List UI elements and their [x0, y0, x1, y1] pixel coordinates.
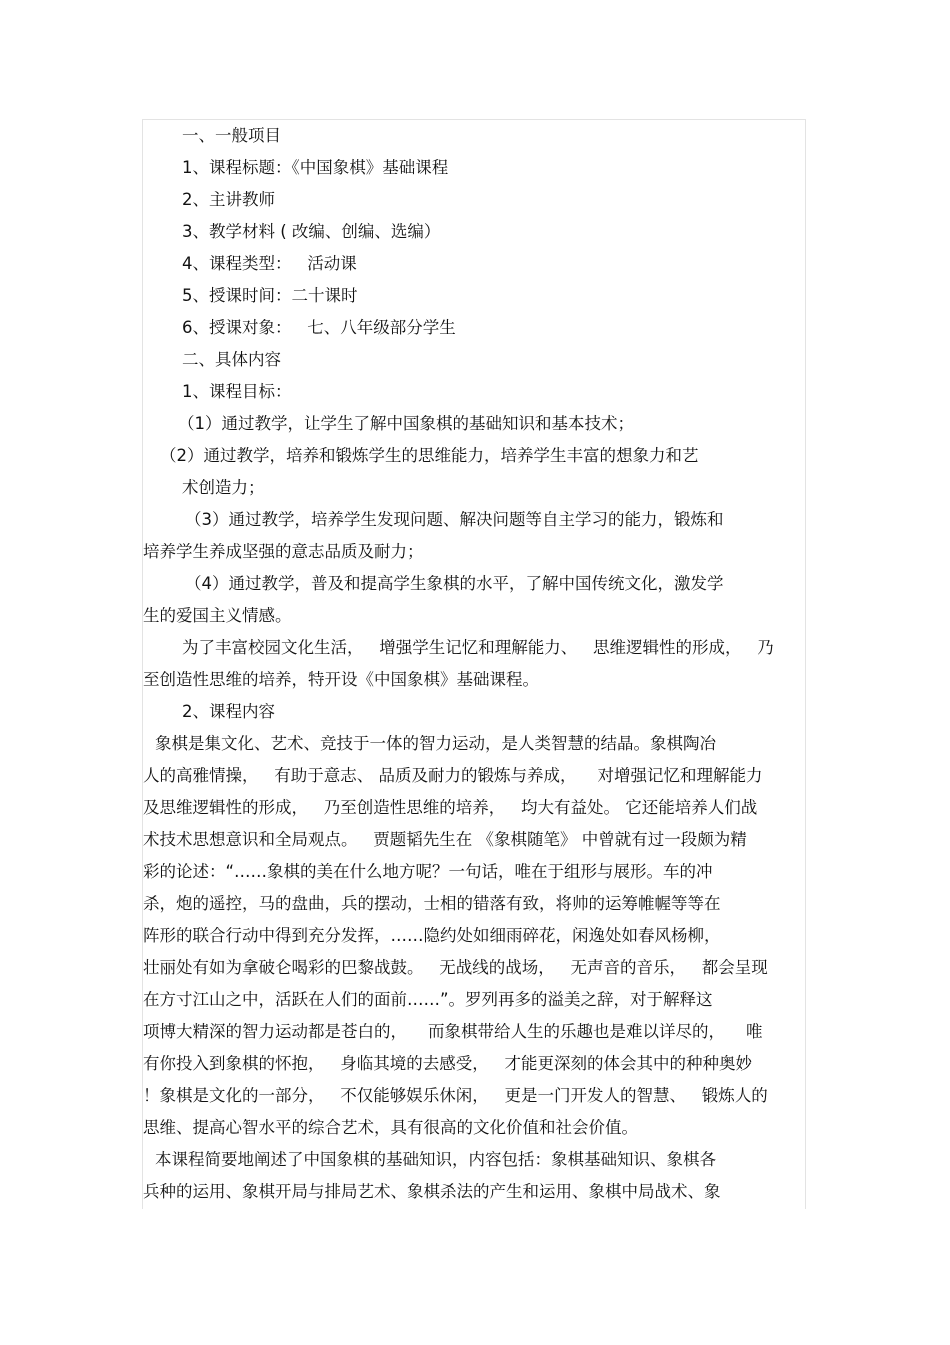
section-heading: 二、具体内容	[182, 350, 281, 369]
schedule-line: 5、授课时间：二十课时	[182, 286, 358, 305]
paragraph-line: 及思维逻辑性的形成， 乃至创造性思维的培养， 均大有益处。 它还能培养人们战	[143, 798, 758, 817]
paragraph-line: 本课程简要地阐述了中国象棋的基础知识，内容包括：象棋基础知识、象棋各	[155, 1150, 716, 1169]
paragraph-line: 培养学生养成坚强的意志品质及耐力；	[143, 542, 424, 561]
goal-item: （2）通过教学，培养和锻炼学生的思维能力，培养学生丰富的想象力和艺	[160, 446, 699, 465]
course-title-line: 1、课程标题：《中国象棋》基础课程	[182, 158, 449, 177]
section-heading: 一、一般项目	[182, 126, 281, 145]
teacher-line: 2、主讲教师	[182, 190, 275, 209]
paragraph-line: 有你投入到象棋的怀抱， 身临其境的去感受， 才能更深刻的体会其中的种种奥妙	[143, 1054, 752, 1073]
paragraph-line: 象棋是集文化、艺术、竞技于一体的智力运动，是人类智慧的结晶。象棋陶冶	[155, 734, 716, 753]
paragraph-line: 彩的论述：“……象棋的美在什么地方呢？一句话，唯在于组形与展形。车的冲	[143, 862, 713, 881]
goal-item: （3）通过教学，培养学生发现问题、解决问题等自主学习的能力，锻炼和	[185, 510, 724, 529]
paragraph-line: 术技术思想意识和全局观点。 贾题韬先生在 《象棋随笔》 中曾就有过一段颇为精	[143, 830, 747, 849]
paragraph-line: 壮丽处有如为拿破仑喝彩的巴黎战鼓。 无战线的战场， 无声音的音乐， 都会呈现	[143, 958, 768, 977]
paragraph-line: 至创造性思维的培养，特开设《中国象棋》基础课程。	[143, 670, 539, 689]
paragraph-line: 阵形的联合行动中得到充分发挥，……隐约处如细雨碎花，闲逸处如春风杨柳，	[143, 926, 721, 945]
goal-item: （4）通过教学，普及和提高学生象棋的水平，了解中国传统文化，激发学	[185, 574, 724, 593]
course-type-line: 4、课程类型： 活动课	[182, 254, 357, 273]
paragraph-line: ！象棋是文化的一部分， 不仅能够娱乐休闲， 更是一门开发人的智慧、 锻炼人的	[143, 1086, 768, 1105]
paragraph-line: 在方寸江山之中，活跃在人们的面前……”。罗列再多的溢美之辞，对于解释这	[143, 990, 713, 1009]
goal-item: （1）通过教学，让学生了解中国象棋的基础知识和基本技术；	[178, 414, 634, 433]
document-page	[142, 119, 806, 1209]
subsection-heading: 1、课程目标：	[182, 382, 292, 401]
audience-line: 6、授课对象： 七、八年级部分学生	[182, 318, 456, 337]
paragraph-line: 术创造力；	[182, 478, 265, 497]
subsection-heading: 2、课程内容	[182, 702, 275, 721]
paragraph-line: 杀，炮的遥控，马的盘曲，兵的摆动，士相的错落有致，将帅的运筹帷幄等等在	[143, 894, 721, 913]
materials-line: 3、教学材料 ( 改编、创编、选编）	[182, 222, 441, 241]
paragraph-line: 思维、提高心智水平的综合艺术，具有很高的文化价值和社会价值。	[143, 1118, 638, 1137]
paragraph-line: 为了丰富校园文化生活， 增强学生记忆和理解能力、 思维逻辑性的形成， 乃	[182, 638, 774, 657]
paragraph-line: 人的高雅情操， 有助于意志、 品质及耐力的锻炼与养成， 对增强记忆和理解能力	[143, 766, 763, 785]
paragraph-line: 项博大精深的智力运动都是苍白的， 而象棋带给人生的乐趣也是难以详尽的， 唯	[143, 1022, 763, 1041]
paragraph-line: 兵种的运用、象棋开局与排局艺术、象棋杀法的产生和运用、象棋中局战术、象	[143, 1182, 721, 1201]
paragraph-line: 生的爱国主义情感。	[143, 606, 292, 625]
